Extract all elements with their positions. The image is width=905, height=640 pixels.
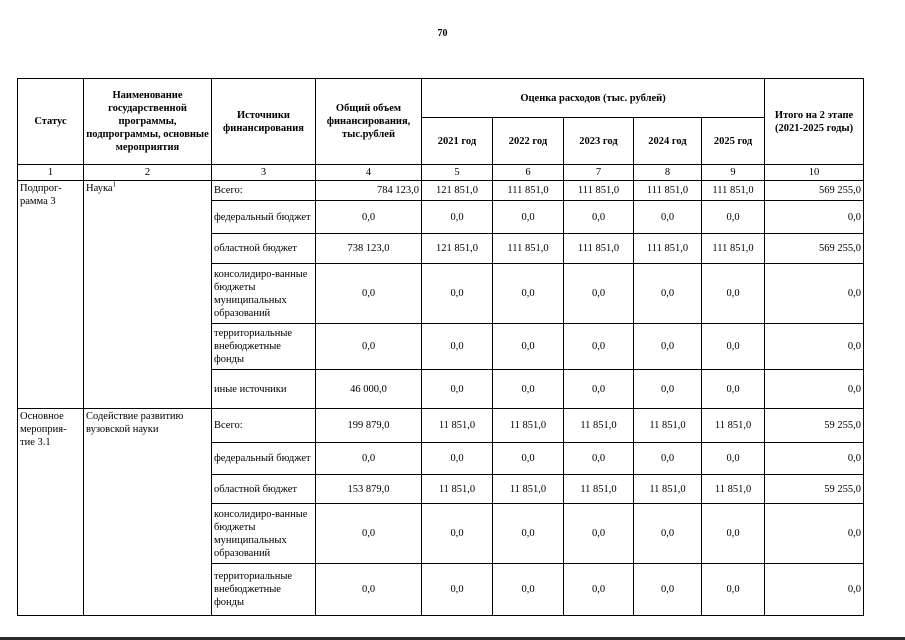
stage-total-cell: 0,0 [765, 443, 864, 475]
source-cell: федеральный бюджет [212, 201, 316, 234]
page-number: 70 [437, 28, 448, 39]
year-cell: 11 851,0 [702, 409, 765, 443]
year-cell: 11 851,0 [564, 475, 634, 504]
year-cell: 0,0 [702, 201, 765, 234]
stage-total-cell: 0,0 [765, 264, 864, 324]
year-cell: 0,0 [564, 443, 634, 475]
source-cell: областной бюджет [212, 234, 316, 264]
source-cell: консолидиро-ванные бюджеты муниципальных образований [212, 504, 316, 564]
year-cell: 0,0 [493, 370, 564, 409]
stage-total-cell: 0,0 [765, 201, 864, 234]
year-cell: 0,0 [422, 443, 493, 475]
year-cell: 0,0 [564, 264, 634, 324]
year-cell: 111 851,0 [634, 181, 702, 201]
column-number: 5 [422, 165, 493, 181]
source-cell: Всего: [212, 409, 316, 443]
stage-total-cell: 569 255,0 [765, 234, 864, 264]
year-cell: 121 851,0 [422, 181, 493, 201]
header-year: 2023 год [564, 118, 634, 165]
year-cell: 11 851,0 [422, 475, 493, 504]
total-cell: 0,0 [316, 443, 422, 475]
year-cell: 111 851,0 [702, 181, 765, 201]
year-cell: 0,0 [634, 370, 702, 409]
name-cell: Содействие развитию вузовской науки [84, 409, 212, 616]
year-cell: 121 851,0 [422, 234, 493, 264]
source-cell: иные источники [212, 370, 316, 409]
total-cell: 0,0 [316, 264, 422, 324]
year-cell: 11 851,0 [564, 409, 634, 443]
total-cell: 0,0 [316, 504, 422, 564]
source-cell: федеральный бюджет [212, 443, 316, 475]
column-number: 2 [84, 165, 212, 181]
year-cell: 0,0 [493, 324, 564, 370]
header-estimate: Оценка расходов (тыс. рублей) [422, 79, 765, 118]
year-cell: 0,0 [564, 370, 634, 409]
total-cell: 738 123,0 [316, 234, 422, 264]
name-text: Наука [86, 183, 113, 194]
column-number: 6 [493, 165, 564, 181]
column-number: 9 [702, 165, 765, 181]
year-cell: 11 851,0 [634, 475, 702, 504]
year-cell: 11 851,0 [702, 475, 765, 504]
source-cell: областной бюджет [212, 475, 316, 504]
year-cell: 0,0 [564, 504, 634, 564]
year-cell: 0,0 [564, 324, 634, 370]
source-cell: Всего: [212, 181, 316, 201]
year-cell: 0,0 [422, 324, 493, 370]
header-status: Статус [18, 79, 84, 165]
column-number: 7 [564, 165, 634, 181]
stage-total-cell: 59 255,0 [765, 409, 864, 443]
year-cell: 0,0 [493, 564, 564, 616]
header-year: 2024 год [634, 118, 702, 165]
column-number: 4 [316, 165, 422, 181]
total-cell: 0,0 [316, 564, 422, 616]
year-cell: 111 851,0 [493, 181, 564, 201]
footnote-marker: 1 [112, 180, 117, 189]
source-cell: территориальные внебюджетные фонды [212, 564, 316, 616]
header-name: Наименование государственной программы, подпрограммы, основные мероприятия [84, 79, 212, 165]
year-cell: 0,0 [422, 201, 493, 234]
year-cell: 0,0 [702, 370, 765, 409]
total-cell: 153 879,0 [316, 475, 422, 504]
header-year: 2021 год [422, 118, 493, 165]
total-cell: 199 879,0 [316, 409, 422, 443]
year-cell: 0,0 [702, 264, 765, 324]
year-cell: 0,0 [702, 443, 765, 475]
header-sources: Источники финансирования [212, 79, 316, 165]
year-cell: 0,0 [702, 324, 765, 370]
year-cell: 0,0 [634, 504, 702, 564]
year-cell: 0,0 [634, 443, 702, 475]
financing-table [17, 78, 864, 616]
year-cell: 11 851,0 [493, 475, 564, 504]
header-total: Общий объем финансирования, тыс.рублей [316, 79, 422, 165]
year-cell: 0,0 [634, 564, 702, 616]
year-cell: 0,0 [422, 264, 493, 324]
year-cell: 0,0 [634, 324, 702, 370]
year-cell: 0,0 [702, 564, 765, 616]
total-cell: 46 000,0 [316, 370, 422, 409]
year-cell: 111 851,0 [564, 234, 634, 264]
stage-total-cell: 0,0 [765, 370, 864, 409]
stage-total-cell: 59 255,0 [765, 475, 864, 504]
stage-total-cell: 0,0 [765, 564, 864, 616]
year-cell: 11 851,0 [493, 409, 564, 443]
year-cell: 0,0 [564, 201, 634, 234]
status-cell: Подпрог-рамма 3 [18, 181, 84, 409]
stage-total-cell: 0,0 [765, 324, 864, 370]
source-cell: консолидиро-ванные бюджеты муниципальных образований [212, 264, 316, 324]
table-row [18, 409, 864, 443]
stage-total-cell: 0,0 [765, 504, 864, 564]
year-cell: 0,0 [493, 264, 564, 324]
column-number: 1 [18, 165, 84, 181]
year-cell: 111 851,0 [493, 234, 564, 264]
year-cell: 0,0 [634, 201, 702, 234]
stage-total-cell: 569 255,0 [765, 181, 864, 201]
year-cell: 0,0 [422, 370, 493, 409]
year-cell: 111 851,0 [634, 234, 702, 264]
header-stage-total: Итого на 2 этапе (2021-2025 годы) [765, 79, 864, 165]
name-cell [84, 181, 212, 409]
table-row [18, 181, 864, 201]
year-cell: 0,0 [493, 443, 564, 475]
year-cell: 0,0 [493, 504, 564, 564]
year-cell: 0,0 [493, 201, 564, 234]
year-cell: 0,0 [564, 564, 634, 616]
total-cell: 0,0 [316, 324, 422, 370]
status-cell: Основное мероприя-тие 3.1 [18, 409, 84, 616]
year-cell: 0,0 [422, 504, 493, 564]
header-year: 2025 год [702, 118, 765, 165]
total-cell: 784 123,0 [316, 181, 422, 201]
source-cell: территориальные внебюджетные фонды [212, 324, 316, 370]
year-cell: 0,0 [422, 564, 493, 616]
year-cell: 111 851,0 [564, 181, 634, 201]
year-cell: 0,0 [634, 264, 702, 324]
column-number-row [18, 165, 864, 181]
header-year: 2022 год [493, 118, 564, 165]
year-cell: 11 851,0 [422, 409, 493, 443]
year-cell: 11 851,0 [634, 409, 702, 443]
column-number: 8 [634, 165, 702, 181]
header-row-top [18, 79, 864, 118]
total-cell: 0,0 [316, 201, 422, 234]
year-cell: 111 851,0 [702, 234, 765, 264]
column-number: 10 [765, 165, 864, 181]
year-cell: 0,0 [702, 504, 765, 564]
column-number: 3 [212, 165, 316, 181]
